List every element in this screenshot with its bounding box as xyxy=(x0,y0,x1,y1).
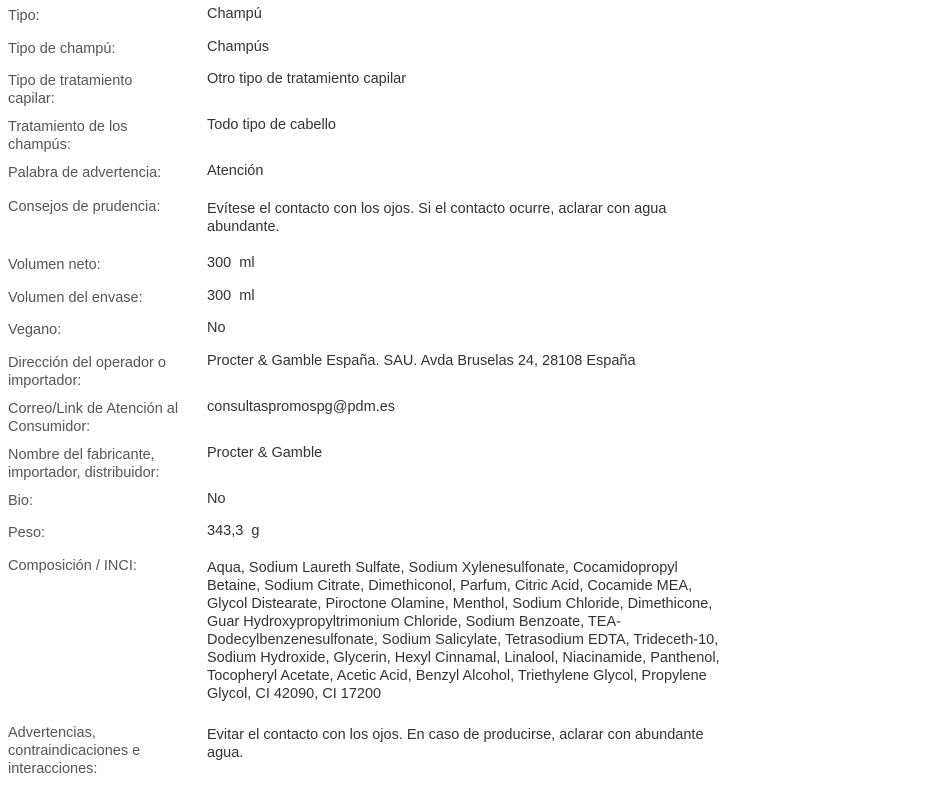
spec-value: Procter & Gamble España. SAU. Avda Bruselas 24, 28108 España xyxy=(207,353,636,369)
product-specs-table xyxy=(8,5,728,780)
spec-label: Tipo de tratamiento capilar: xyxy=(8,73,133,107)
spec-label: Bio: xyxy=(8,493,33,509)
spec-label: Tratamiento de los champús: xyxy=(8,119,128,153)
spec-label: Volumen neto: xyxy=(8,257,101,273)
spec-row-vegano xyxy=(8,319,728,352)
spec-label: Tipo de champú: xyxy=(8,41,116,57)
spec-value: Atención xyxy=(207,163,264,179)
spec-value: Procter & Gamble xyxy=(207,445,323,461)
spec-label: Volumen del envase: xyxy=(8,290,143,306)
spec-value: Evítese el contacto con los ojos. Si el contacto ocurre, aclarar con agua abundante. xyxy=(207,201,667,235)
spec-value: consultaspromospg@pdm.es xyxy=(207,399,396,415)
spec-value: Champú xyxy=(207,6,262,22)
spec-value: Champús xyxy=(207,39,270,55)
spec-value: No xyxy=(207,491,226,507)
spec-label: Consejos de prudencia: xyxy=(8,199,161,215)
spec-row-tipo xyxy=(8,5,728,38)
spec-row-bio xyxy=(8,490,728,522)
spec-label: Composición / INCI: xyxy=(8,558,137,574)
spec-value: Todo tipo de cabello xyxy=(207,117,336,133)
spec-value: 343,3 g xyxy=(207,523,260,539)
spec-label: Peso: xyxy=(8,525,46,541)
spec-row-advertencias xyxy=(8,722,728,780)
spec-label: Dirección del operador o importador: xyxy=(8,355,166,389)
spec-row-composicion-inci xyxy=(8,555,728,722)
spec-label: Correo/Link de Atención al Consumidor: xyxy=(8,401,179,435)
spec-row-palabra-advertencia xyxy=(8,162,728,196)
spec-label: Nombre del fabricante, importador, distribuidor: xyxy=(8,447,160,481)
spec-row-peso xyxy=(8,522,728,555)
spec-label: Tipo: xyxy=(8,8,40,24)
spec-value: Aqua, Sodium Laureth Sulfate, Sodium Xylenesulfonate, Cocamidopropyl Betaine, Sodium Citrate, Dimethiconol, Parfum, Citric Acid, Cocamide MEA, Glycol Distearate, Piroctone Olamine, Menthol, Sodium Chloride, Dimethicone, Guar Hydroxypropyltrimonium Chloride, Sodium Benzoate, TEA-Dodecylbenzenesulfonate, Sodium Salicylate, Tetrasodium EDTA, Trideceth-10, Sodium Hydroxide, Glycerin, Hexyl Cinnamal, Linalool, Niacinamide, Panthenol, Tocopheryl Acetate, Acetic Acid, Benzyl Alcohol, Triethylene Glycol, Propylene Glycol, CI 42090, CI 17200 xyxy=(207,560,720,702)
spec-row-correo-atencion xyxy=(8,398,728,444)
spec-row-volumen-neto xyxy=(8,254,728,287)
spec-label: Vegano: xyxy=(8,322,62,338)
spec-label: Palabra de advertencia: xyxy=(8,165,162,181)
spec-row-tipo-tratamiento xyxy=(8,70,728,116)
spec-value: Evitar el contacto con los ojos. En caso de producirse, aclarar con abundante agua. xyxy=(207,727,704,761)
spec-row-tratamiento-champus xyxy=(8,116,728,162)
spec-row-consejos-prudencia xyxy=(8,196,728,254)
spec-row-nombre-fabricante xyxy=(8,444,728,490)
spec-row-volumen-envase xyxy=(8,287,728,319)
spec-row-tipo-champu xyxy=(8,38,728,70)
spec-value: Otro tipo de tratamiento capilar xyxy=(207,71,407,87)
spec-value: 300 ml xyxy=(207,255,255,271)
spec-value: 300 ml xyxy=(207,288,255,304)
spec-value: No xyxy=(207,320,226,336)
spec-label: Advertencias, contraindicaciones e interacciones: xyxy=(8,725,141,777)
spec-row-direccion-operador xyxy=(8,352,728,398)
